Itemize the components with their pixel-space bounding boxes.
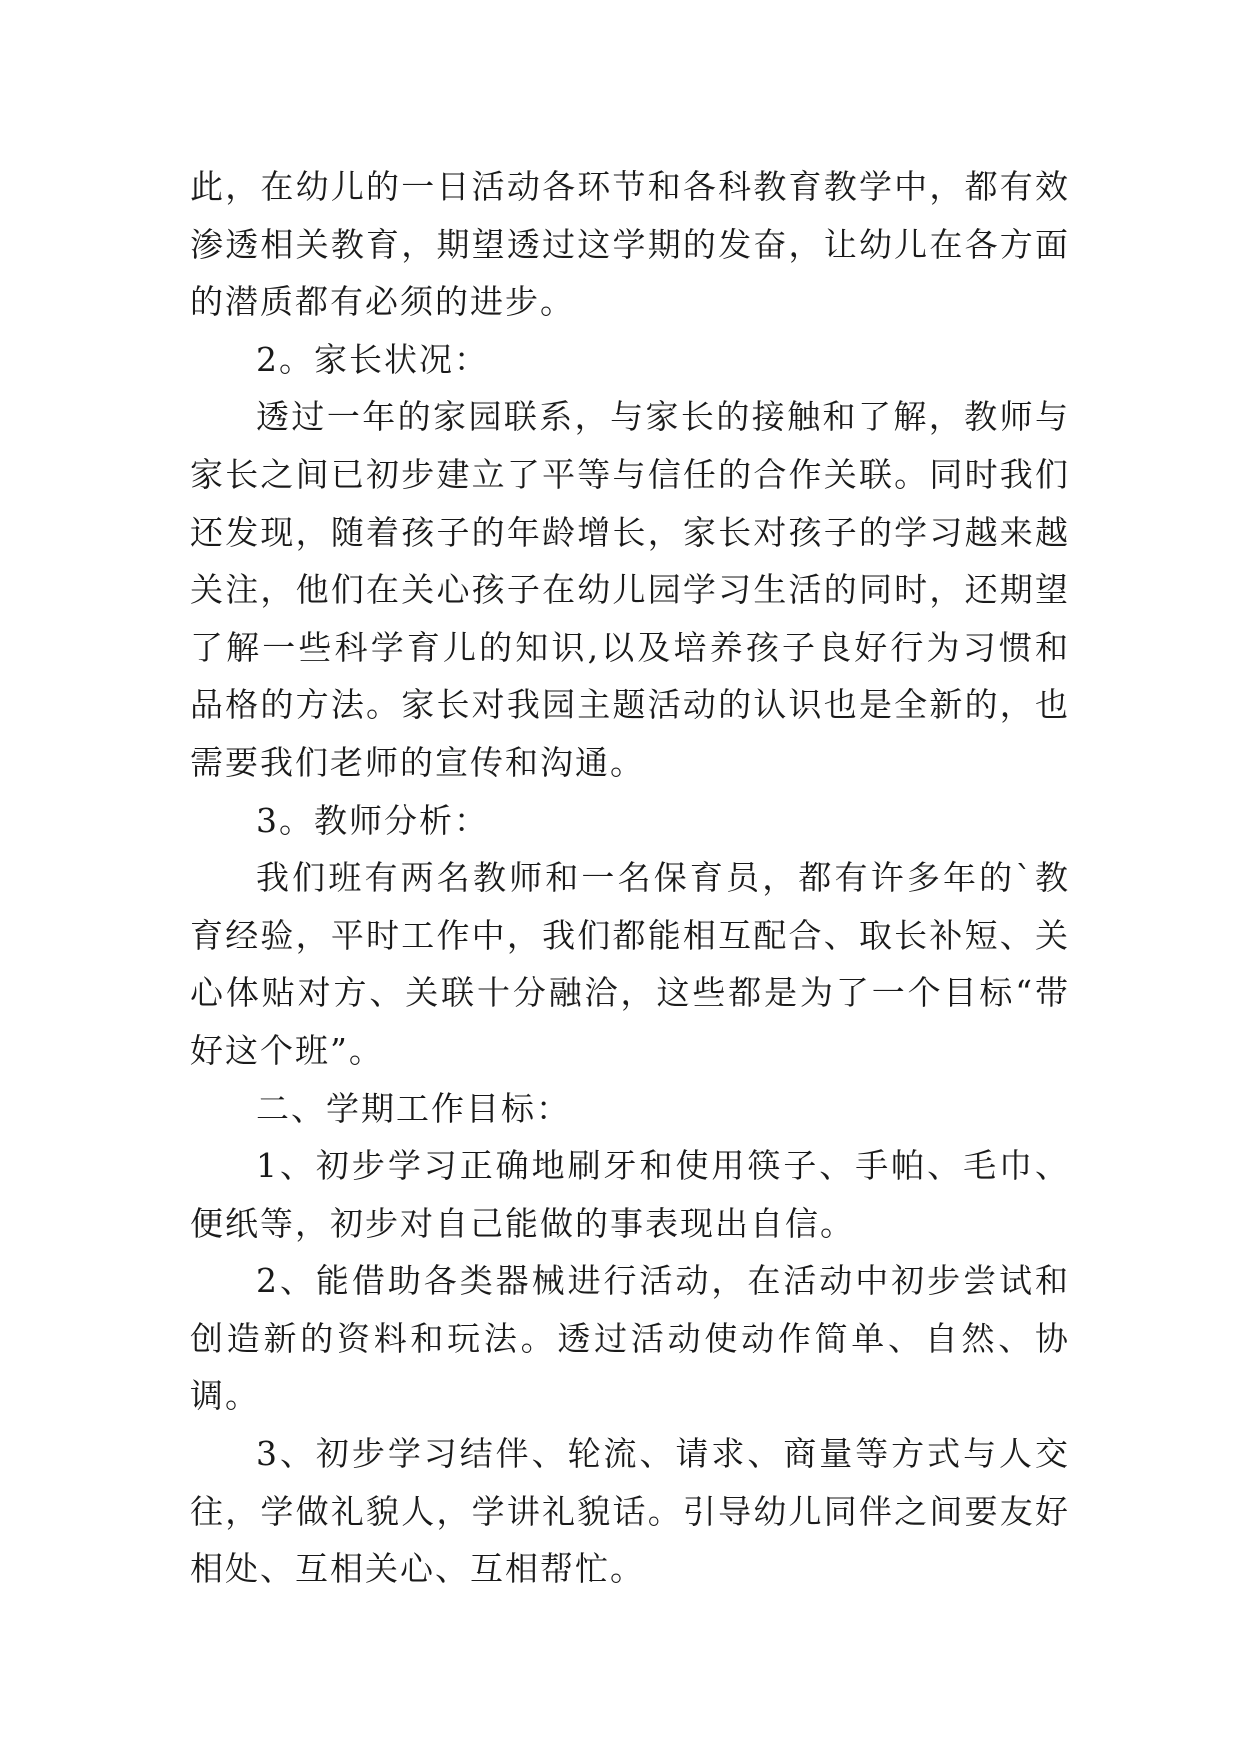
paragraph-teacher-analysis: 我们班有两名教师和一名保育员，都有许多年的`教育经验，平时工作中，我们都能相互配合、取长补短、关心体贴对方、关联十分融洽，这些都是为了一个目标“带好这个班”。: [190, 858, 1070, 1070]
document-body: [190, 158, 1070, 1598]
paragraph-parent-situation: 透过一年的家园联系，与家长的接触和了解，教师与家长之间已初步建立了平等与信任的合作关联。同时我们还发现，随着孩子的年龄增长，家长对孩子的学习越来越关注，他们在关心孩子在幼儿园学习生活的同时，还期望了解一些科学育儿的知识,以及培养孩子良好行为习惯和品格的方法。家长对我园主题活动的认识也是全新的，也需要我们老师的宣传和沟通。: [190, 397, 1070, 782]
heading-parent-situation: 2。家长状况：: [256, 339, 489, 379]
paragraph-continuation: 此，在幼儿的一日活动各环节和各科教育教学中，都有效渗透相关教育，期望透过这学期的发奋，让幼儿在各方面的潜质都有必须的进步。: [190, 167, 1070, 322]
heading-semester-goals: 二、学期工作目标：: [256, 1088, 571, 1128]
goal-item-3: 3、初步学习结伴、轮流、请求、商量等方式与人交往，学做礼貌人，学讲礼貌话。引导幼儿同伴之间要友好相处、互相关心、互相帮忙。: [190, 1434, 1070, 1589]
heading-teacher-analysis: 3。教师分析：: [256, 800, 489, 840]
goal-item-1: 1、初步学习正确地刷牙和使用筷子、手帕、毛巾、便纸等，初步对自己能做的事表现出自信。: [190, 1146, 1070, 1243]
goal-item-2: 2、能借助各类器械进行活动，在活动中初步尝试和创造新的资料和玩法。透过活动使动作简单、自然、协调。: [190, 1261, 1070, 1416]
